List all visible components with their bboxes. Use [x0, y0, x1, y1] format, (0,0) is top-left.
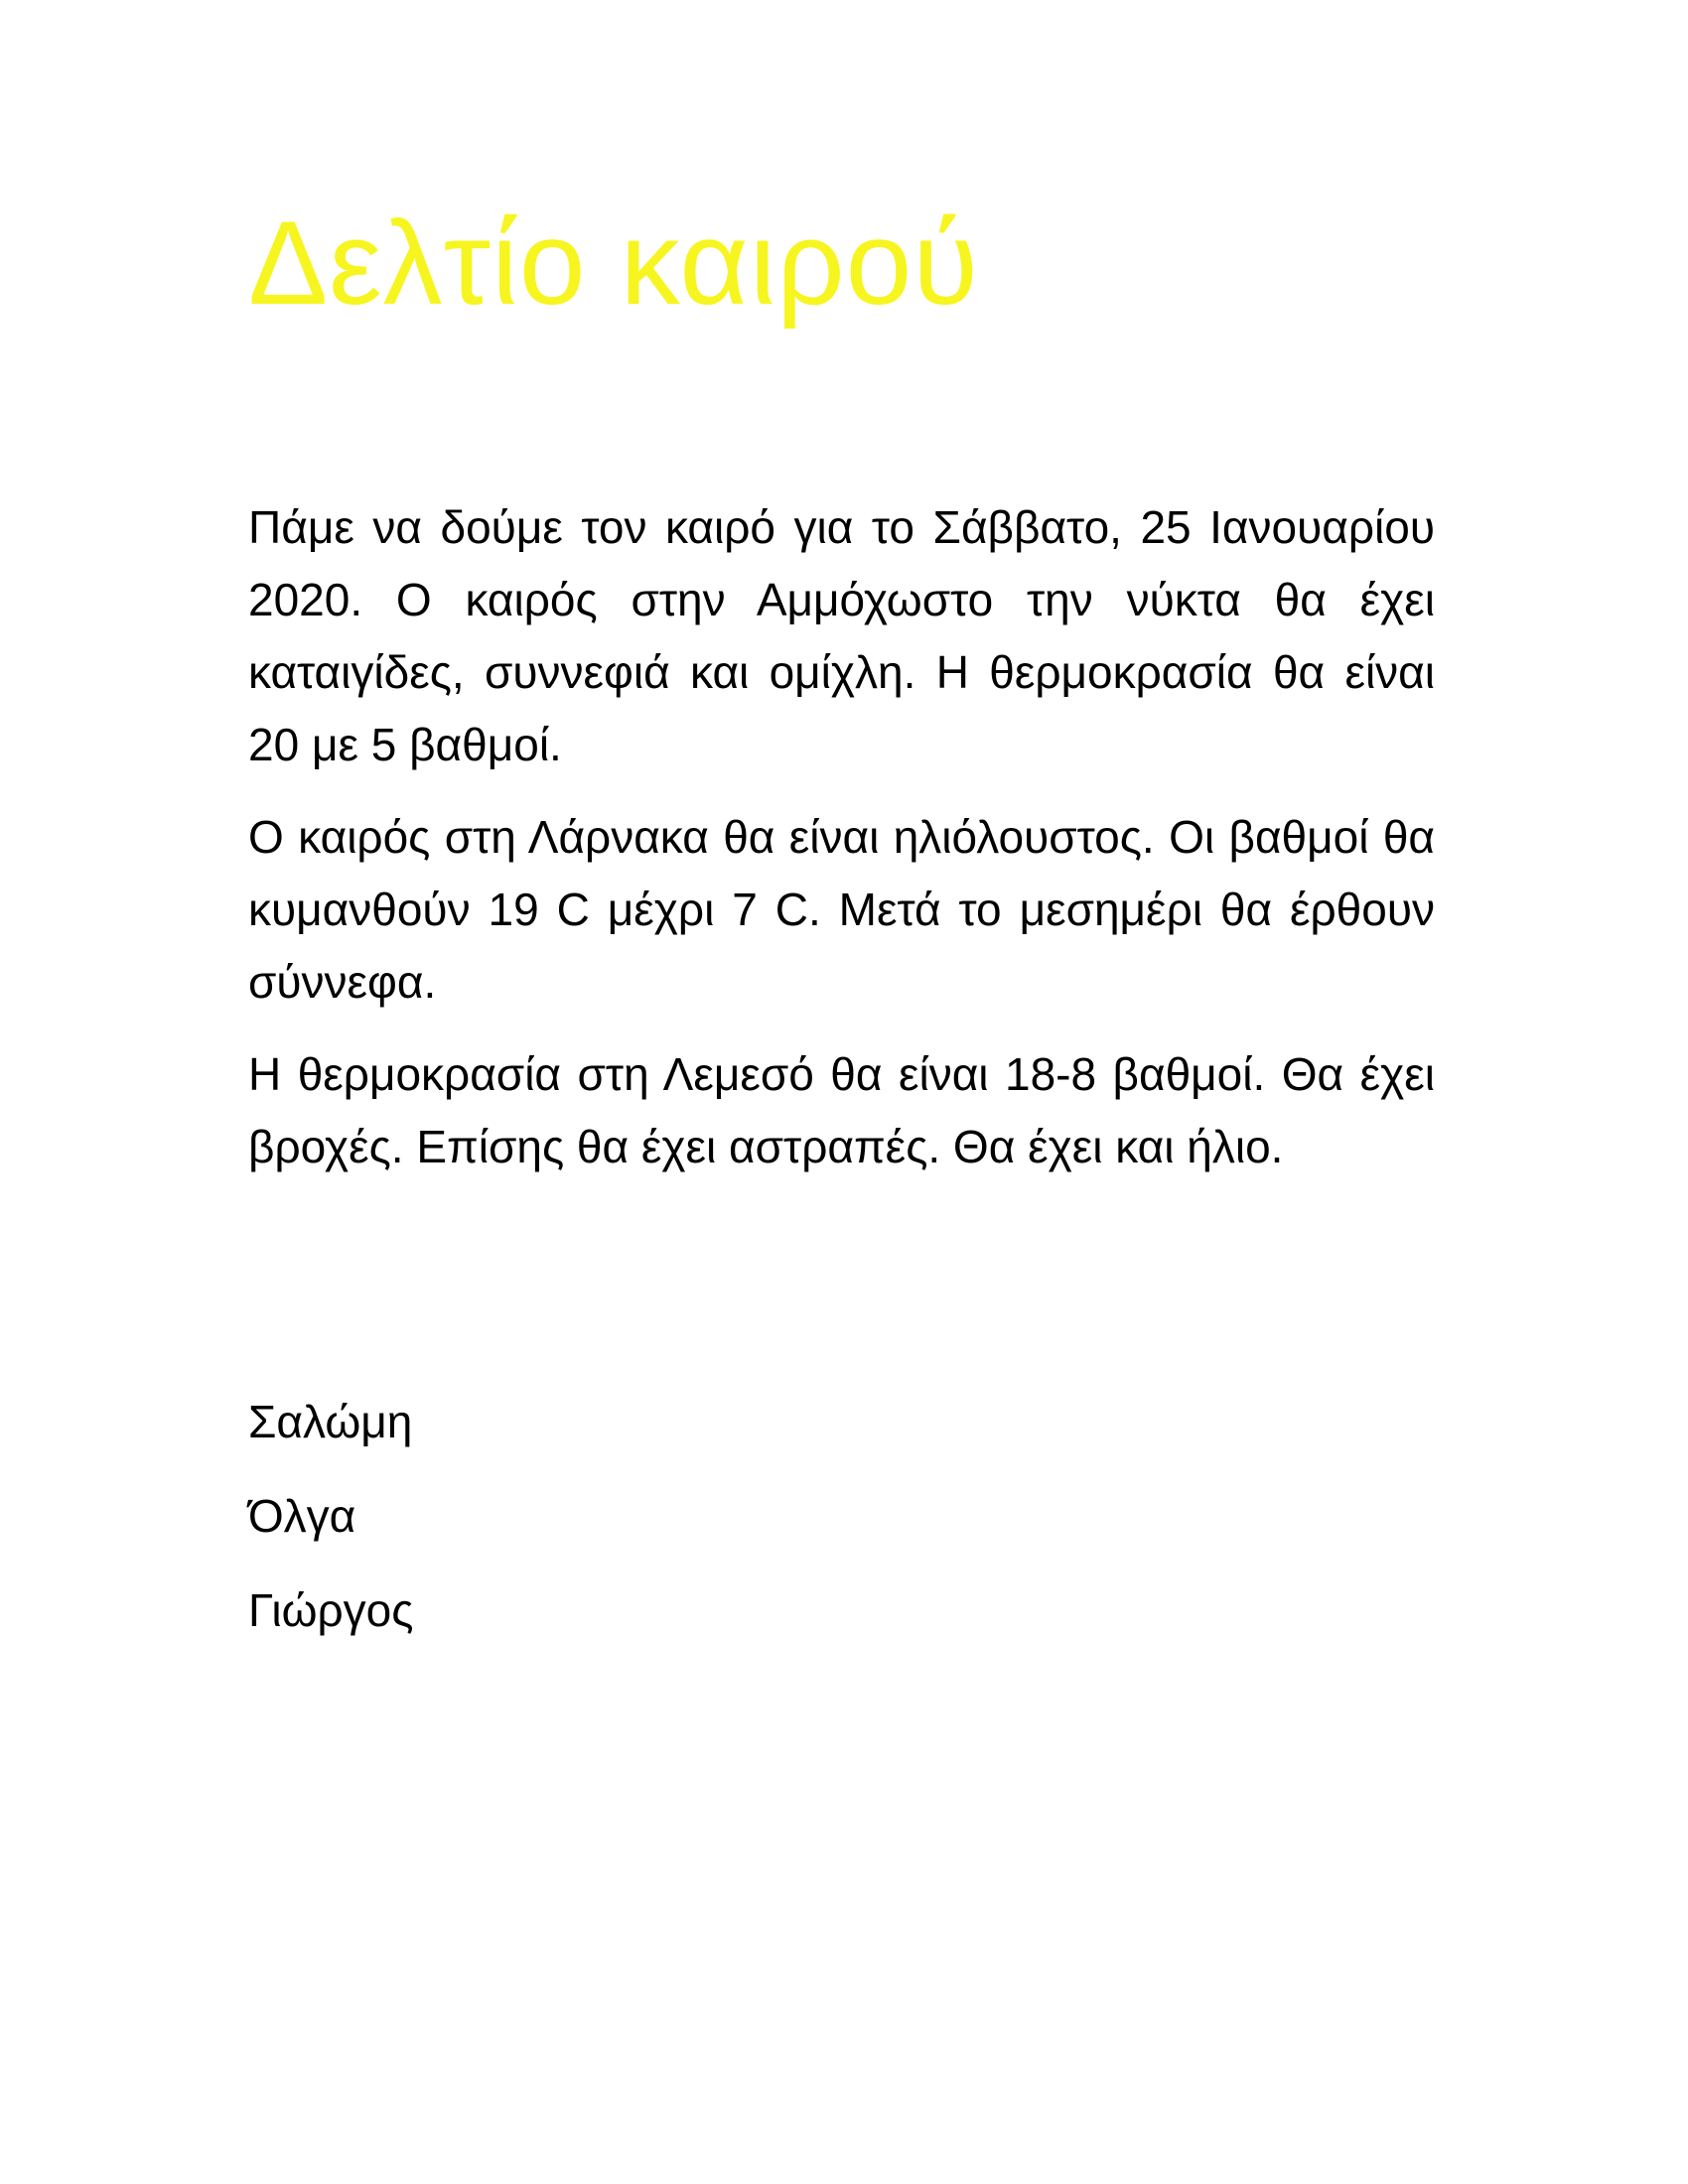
paragraph-famagusta: Πάμε να δούμε τον καιρό για το Σάββατο, 25 Ιανουαρίου 2020. Ο καιρός στην Αμμόχωστο την νύκτα θα έχει καταιγίδες, συννεφιά και ομίχλη. Η θερμοκρασία θα είναι 20 με 5 βαθμοί. — [248, 501, 1435, 770]
author-name: Σαλώμη — [248, 1396, 413, 1447]
document-title: Δελτίο καιρού — [248, 197, 979, 330]
author-list — [248, 1375, 1043, 1658]
document-body — [248, 491, 1435, 1203]
author-name: Όλγα — [248, 1490, 356, 1542]
author-name: Γιώργος — [248, 1584, 414, 1636]
paragraph-limassol: Η θερμοκρασία στη Λεμεσό θα είναι 18-8 βαθμοί. Θα έχει βροχές. Επίσης θα έχει αστραπές. Θα έχει και ήλιο. — [248, 1048, 1435, 1172]
paragraph-larnaca: Ο καιρός στη Λάρνακα θα είναι ηλιόλουστος. Οι βαθμοί θα κυμανθούν 19 C μέχρι 7 C. Μετά το μεσημέρι θα έρθουν σύννεφα. — [248, 811, 1435, 1008]
